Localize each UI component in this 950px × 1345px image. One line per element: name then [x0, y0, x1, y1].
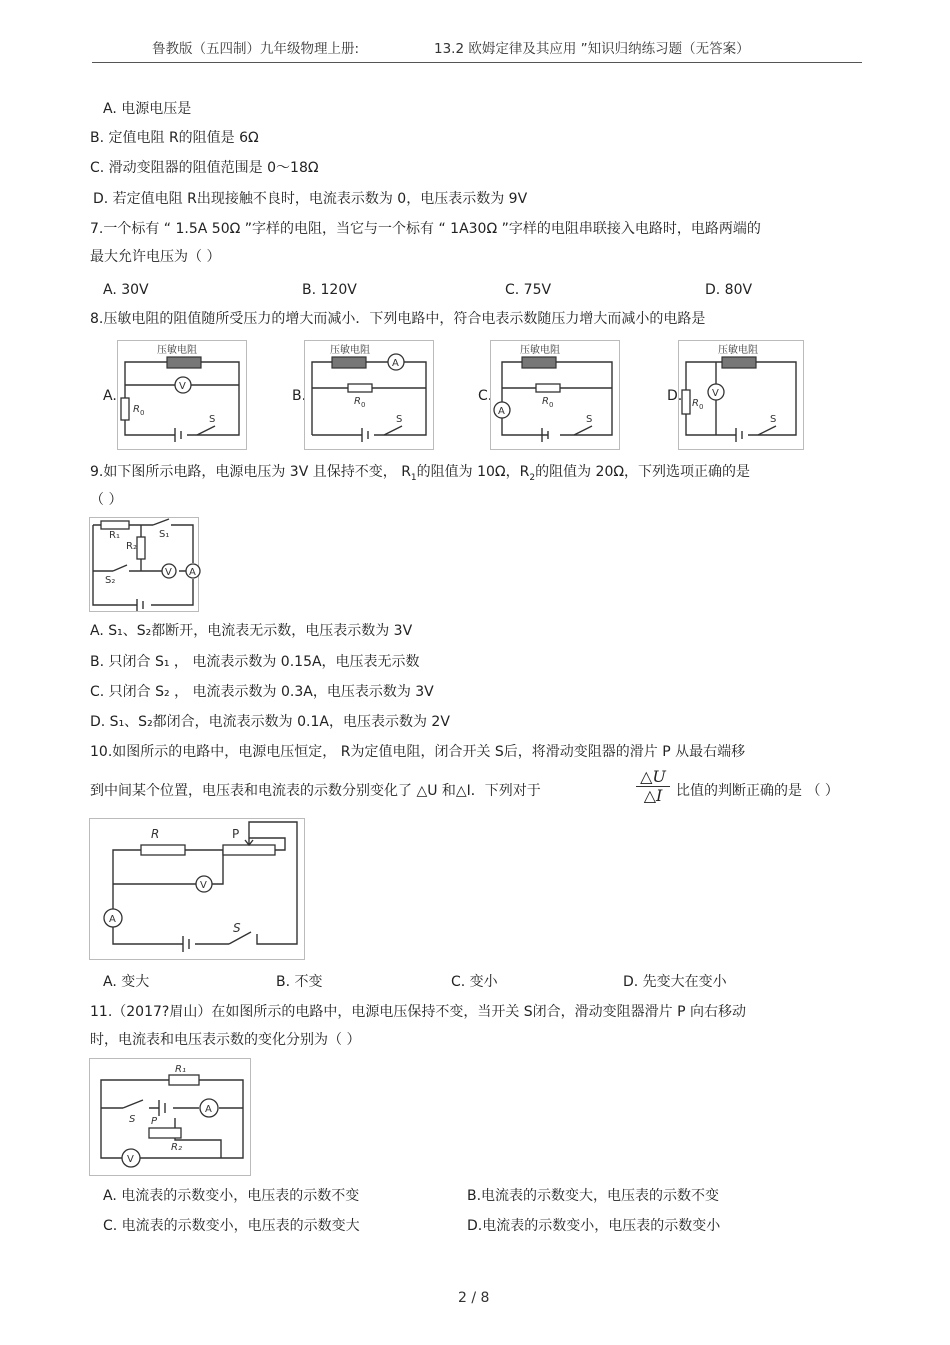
- svg-text:0: 0: [361, 401, 366, 409]
- q9-option-c: C. 只闭合 S₂ ， 电流表示数为 0.3A，电压表示数为 3V: [90, 684, 434, 700]
- q8c-r0: [536, 384, 560, 392]
- q10-circuit: [89, 818, 305, 960]
- q6-option-d: D. 若定值电阻 R出现接触不良时，电流表示数为 0，电压表示数为 9V: [93, 191, 528, 207]
- q9-option-b: B. 只闭合 S₁ ， 电流表示数为 0.15A，电压表无示数: [90, 654, 420, 670]
- svg-text:压敏电阻: 压敏电阻: [520, 345, 560, 356]
- svg-text:S: S: [770, 414, 777, 425]
- q6-option-b: B. 定值电阻 R的阻值是 6Ω: [90, 130, 259, 146]
- q8-option-d-label: D.: [667, 388, 683, 404]
- header-rule: [92, 62, 862, 63]
- svg-text:V: V: [200, 880, 207, 891]
- q11-option-c: C. 电流表的示数变小，电压表的示数变大: [103, 1218, 360, 1234]
- header-right: 13.2 欧姆定律及其应用 ”知识归纳练习题（无答案）: [434, 41, 750, 57]
- svg-text:R₁: R₁: [175, 1064, 186, 1075]
- svg-text:V: V: [165, 567, 172, 578]
- svg-text:S: S: [396, 414, 403, 425]
- q8-option-b-label: B.: [292, 388, 307, 404]
- svg-text:R₁: R₁: [109, 530, 120, 541]
- q7-option-d: D. 80V: [705, 282, 753, 298]
- q8-option-c-label: C.: [478, 388, 493, 404]
- q11-circuit: [89, 1058, 251, 1176]
- svg-text:A: A: [189, 567, 196, 578]
- svg-text:0: 0: [549, 401, 554, 409]
- svg-text:S₂: S₂: [105, 575, 116, 586]
- q6-option-a: A. 电源电压是: [103, 101, 192, 117]
- svg-text:S: S: [209, 414, 216, 425]
- q7-stem-line1: 7.一个标有 “ 1.5A 50Ω ”字样的电阻，当它与一个标有 “ 1A30Ω ”字样的电阻串联接入电路时，电路两端的: [90, 221, 761, 237]
- svg-text:压敏电阻: 压敏电阻: [330, 345, 370, 356]
- q9-s2: [113, 565, 127, 571]
- q11-r1: [169, 1075, 199, 1085]
- svg-text:A: A: [498, 406, 505, 417]
- svg-text:A: A: [205, 1104, 212, 1115]
- q9-paren: （ ）: [90, 492, 123, 508]
- q10-option-c: C. 变小: [451, 974, 498, 990]
- q9-circuit: [89, 517, 199, 612]
- q9-s1: [153, 519, 169, 525]
- q8-circuit-a: [117, 340, 247, 450]
- q10-stem-line1: 10.如图所示的电路中，电源电压恒定， R为定值电阻，闭合开关 S后，将滑动变阻器的滑片 P 从最右端移: [90, 744, 746, 760]
- q8a-switch: [197, 426, 215, 435]
- svg-text:S: S: [586, 414, 593, 425]
- svg-text:V: V: [127, 1154, 134, 1165]
- q10-fraction: [636, 768, 670, 805]
- q9-option-d: D. S₁、S₂都闭合，电流表示数为 0.1A，电压表示数为 2V: [90, 714, 450, 730]
- q9-r1: [101, 521, 129, 529]
- svg-text:R: R: [354, 396, 361, 407]
- q10-option-d: D. 先变大在变小: [623, 974, 727, 990]
- q11-switch: [123, 1100, 143, 1108]
- q11-option-b: B.电流表的示数变大，电压表的示数不变: [467, 1188, 720, 1204]
- q8a-r0: [121, 398, 129, 420]
- q10-rheostat: [223, 845, 275, 855]
- page-number: 2 / 8: [458, 1290, 490, 1306]
- svg-text:0: 0: [699, 403, 704, 411]
- q7-option-c: C. 75V: [505, 282, 552, 298]
- svg-text:A: A: [392, 358, 399, 369]
- q8d-r0: [682, 390, 690, 414]
- q8-circuit-d: [678, 340, 804, 450]
- q11-stem-line1: 11.（2017?眉山）在如图所示的电路中，电源电压保持不变，当开关 S闭合，滑动变阻器滑片 P 向右移动: [90, 1004, 747, 1020]
- q9-r2: [137, 537, 145, 559]
- svg-text:R₂: R₂: [126, 541, 137, 552]
- q11-stem-line2: 时，电流表和电压表示数的变化分别为（ ）: [90, 1032, 361, 1048]
- svg-text:R₂: R₂: [171, 1142, 182, 1153]
- svg-text:S: S: [129, 1114, 136, 1125]
- svg-text:P: P: [232, 827, 240, 841]
- svg-text:R: R: [692, 398, 699, 409]
- q10-fraction-numerator: △U: [636, 768, 670, 787]
- q8d-pressure-sensor: [722, 357, 756, 368]
- svg-text:V: V: [712, 388, 719, 399]
- q8-option-a-label: A.: [103, 388, 117, 404]
- q11-option-a: A. 电流表的示数变小，电压表的示数不变: [103, 1188, 360, 1204]
- q8a-sensor-label: 压敏电阻: [157, 345, 197, 356]
- q8c-pressure-sensor: [522, 357, 556, 368]
- q11-rheostat: [149, 1128, 181, 1138]
- svg-text:压敏电阻: 压敏电阻: [718, 345, 758, 356]
- svg-text:V: V: [179, 381, 186, 392]
- header-left: 鲁教版（五四制）九年级物理上册:: [152, 41, 360, 57]
- q10-option-b: B. 不变: [276, 974, 323, 990]
- q10-stem-line2-before: 到中间某个位置，电压表和电流表的示数分别变化了 △U 和△I．下列对于: [90, 783, 541, 799]
- svg-text:R: R: [151, 827, 160, 841]
- svg-text:0: 0: [140, 409, 145, 417]
- q8-circuit-b: [304, 340, 434, 450]
- q7-stem-line2: 最大允许电压为（ ）: [90, 249, 221, 265]
- svg-text:R: R: [542, 396, 549, 407]
- svg-text:S₁: S₁: [159, 529, 170, 540]
- svg-text:P: P: [151, 1116, 158, 1127]
- q11-option-d: D.电流表的示数变小，电压表的示数变小: [467, 1218, 721, 1234]
- q6-option-c: C. 滑动变阻器的阻值范围是 0～18Ω: [90, 160, 319, 176]
- q8b-pressure-sensor: [332, 357, 366, 368]
- svg-text:R: R: [133, 404, 140, 415]
- q9-option-a: A. S₁、S₂都断开，电流表无示数，电压表示数为 3V: [90, 623, 413, 639]
- q7-option-b: B. 120V: [302, 282, 357, 298]
- q10-fraction-denominator: △I: [643, 786, 663, 805]
- svg-text:A: A: [109, 914, 116, 925]
- q10-stem-line2-after: 比值的判断正确的是 （ ）: [676, 783, 839, 799]
- q8-circuit-c: [490, 340, 620, 450]
- q9-stem: 9.如下图所示电路，电源电压为 3V 且保持不变， $R_1$的阻值为 10Ω，$R_2$的阻值为 20Ω，下列选项正确的是: [90, 464, 751, 483]
- q10-option-a: A. 变大: [103, 974, 150, 990]
- q7-option-a: A. 30V: [103, 282, 149, 298]
- q8-stem: 8.压敏电阻的阻值随所受压力的增大而减小．下列电路中，符合电表示数随压力增大而减小的电路是: [90, 311, 706, 327]
- svg-text:S: S: [233, 921, 241, 935]
- q8b-r0: [348, 384, 372, 392]
- q8a-pressure-sensor: [167, 357, 201, 368]
- q10-resistor-r: [141, 845, 185, 855]
